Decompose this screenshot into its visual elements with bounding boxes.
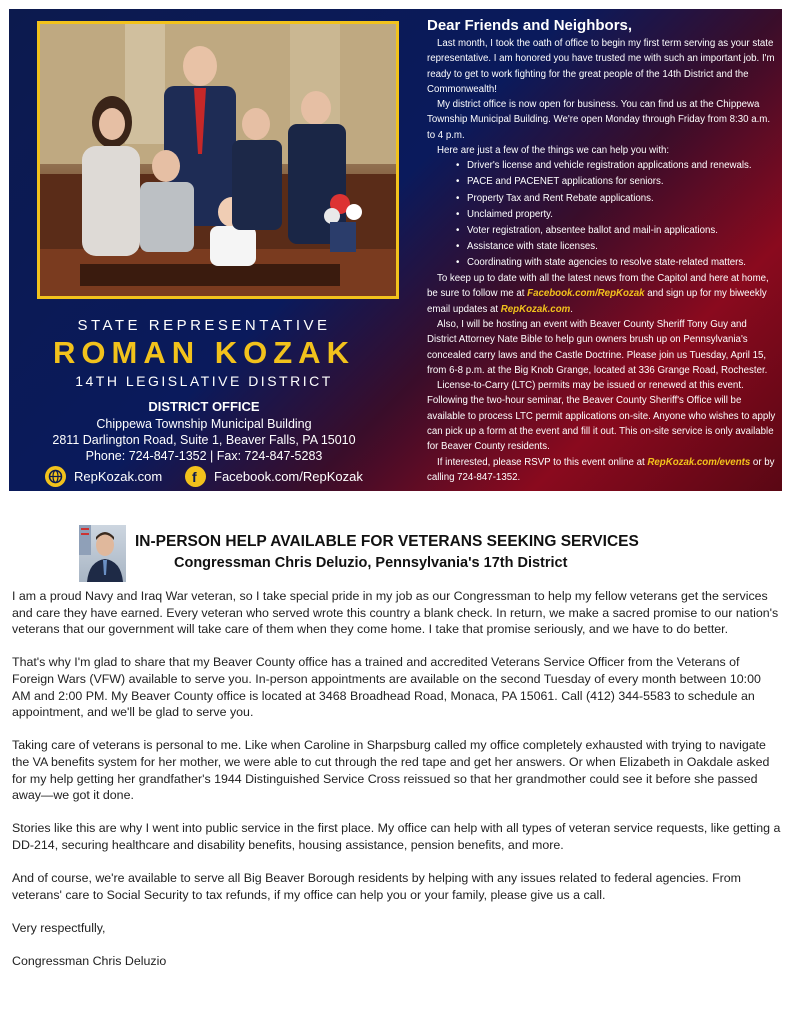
family-photo (37, 21, 399, 299)
deluzio-headshot (79, 525, 126, 582)
facebook-label: Facebook.com/RepKozak (214, 469, 363, 484)
period-text: . (570, 303, 573, 315)
svg-text:f: f (192, 469, 197, 485)
district-office-heading: DISTRICT OFFICE (148, 399, 260, 414)
letter-paragraph: License-to-Carry (LTC) permits may be issued or renewed at this event. Following the two-hour seminar, the Beaver County Sheriff's Office will be available to process LTC permit applications on-site. Anyone who wishes to apply can pick up a form at the event and fill it out. This on-site service is only available for Beaver County residents. (427, 380, 776, 453)
services-list (427, 158, 777, 271)
website-link[interactable] (45, 466, 162, 487)
article-body (12, 588, 782, 986)
article-subtitle: Congressman Chris Deluzio, Pennsylvania's 17th District (174, 555, 568, 571)
website-label: RepKozak.com (74, 469, 163, 484)
rep-name: ROMAN KOZAK (53, 335, 355, 370)
signature: Congressman Chris Deluzio (12, 954, 167, 969)
article-title: IN-PERSON HELP AVAILABLE FOR VETERANS SEEKING SERVICES (135, 533, 639, 550)
signup-text: and sign up for my biweekly email updates at (427, 288, 767, 315)
facebook-inline-link[interactable]: Facebook.com/RepKozak (527, 288, 645, 300)
service-item: • Voter registration, absentee ballot and mail-in applications. (467, 223, 777, 239)
rep-title-label: STATE REPRESENTATIVE (77, 317, 331, 334)
rep-letter (427, 17, 777, 485)
office-phone-fax: Phone: 724-847-1352 | Fax: 724-847-5283 (85, 449, 323, 463)
globe-icon (45, 466, 66, 487)
website-inline-link[interactable]: RepKozak.com (500, 303, 571, 315)
letter-greeting: Dear Friends and Neighbors, (427, 17, 633, 34)
closing: Very respectfully, (12, 920, 106, 935)
office-address: 2811 Darlington Road, Suite 1, Beaver Falls, PA 15010 (52, 433, 356, 447)
rep-info-panel (9, 299, 399, 491)
office-building: Chippewa Township Municipal Building (96, 417, 312, 431)
article-paragraph: Stories like this are why I went into public service in the first place. My office can help with all types of veteran service requests, like getting a DD-214, securing healthcare and disability benefits, housing assistance, pension benefits, and more. (12, 821, 781, 852)
letter-paragraph-follow (427, 271, 777, 317)
facebook-icon (185, 466, 206, 487)
rsvp-phone-text: or by calling 724-847-1352. (427, 456, 775, 483)
service-item: • PACE and PACENET applications for seniors. (467, 174, 777, 190)
events-link[interactable]: RepKozak.com/events (647, 456, 751, 468)
letter-paragraph: My district office is now open for business. You can find us at the Chippewa Township Municipal Building. We're open Monday through Friday from 8:30 a.m. to 4 p.m. (427, 99, 771, 141)
facebook-link[interactable] (185, 466, 363, 487)
article-paragraph: Taking care of veterans is personal to me. Like when Caroline in Sharpsburg called my office completely exhausted with trying to navigate the VA benefits system for her mother, we were able to cut through the red tape and get her answers. Or when Elizabeth in Oakdale asked for my help getting her grandfather's 1944 Distinguished Service Cross reissued so that her grandmother could see it before she passed away—we got it done. (12, 738, 770, 803)
rsvp-text: If interested, please RSVP to this event online at (437, 456, 648, 468)
service-item: • Driver's license and vehicle registration applications and renewals. (467, 158, 777, 174)
article-paragraph: That's why I'm glad to share that my Beaver County office has a trained and accredited Veterans Service Officer from the Veterans of Foreign Wars (VFW) available to serve you. In-person appointments are available on the second Tuesday of every month between 10:00 AM and 2:00 PM. My Beaver County office is located at 3468 Broadhead Road, Monaca, PA 15061. Call (412) 344-5583 to schedule an appointment, and we'll be glad to serve you. (12, 655, 761, 720)
article-paragraph: And of course, we're available to serve all Big Beaver Borough residents by helping with any issues related to federal agencies. From veterans' care to Social Security to tax refunds, if my office can help you or your family, please give us a call. (12, 871, 741, 902)
rep-district: 14TH LEGISLATIVE DISTRICT (75, 373, 333, 389)
service-item: • Assistance with state licenses. (467, 239, 777, 255)
letter-paragraph: Last month, I took the oath of office to begin my first term serving as your state representative. I am honored you have trusted me with such an important job. I'm ready to get to work fighting for the great people of the 14th District and the Commonwealth! (427, 38, 775, 95)
family-photo-illustration (40, 24, 396, 296)
service-item: • Unclaimed property. (467, 207, 777, 223)
social-links (37, 466, 387, 488)
letter-paragraph: Here are just a few of the things we can help you with: (437, 145, 670, 157)
article-paragraph: I am a proud Navy and Iraq War veteran, so I take special pride in my job as our Congressman to help my fellow veterans get the services and care they have earned. Every veteran who served wrote this country a blank check. In return, we make a sacred promise to our nation's veterans that our government will take care of them when they come home. I take that promise seriously, and we have to do better. (12, 589, 779, 637)
letter-paragraph-rsvp (427, 455, 777, 486)
follow-text: To keep up to date with all the latest news from the Capitol and here at home, be sure to follow me at (427, 273, 769, 300)
service-item: • Property Tax and Rent Rebate applications. (467, 191, 777, 207)
rep-kozak-banner (9, 9, 782, 491)
letter-paragraph: Also, I will be hosting an event with Beaver County Sheriff Tony Guy and District Attorney Nate Bible to help gun owners brush up on Pennsylvania's concealed carry laws and the Castle Doctrine. Please join us Tuesday, April 15, from 6-8 p.m. at the Big Knob Grange, located at 336 Grange Road, Rochester. (427, 318, 768, 376)
service-item: • Coordinating with state agencies to resolve state-related matters. (467, 255, 777, 271)
